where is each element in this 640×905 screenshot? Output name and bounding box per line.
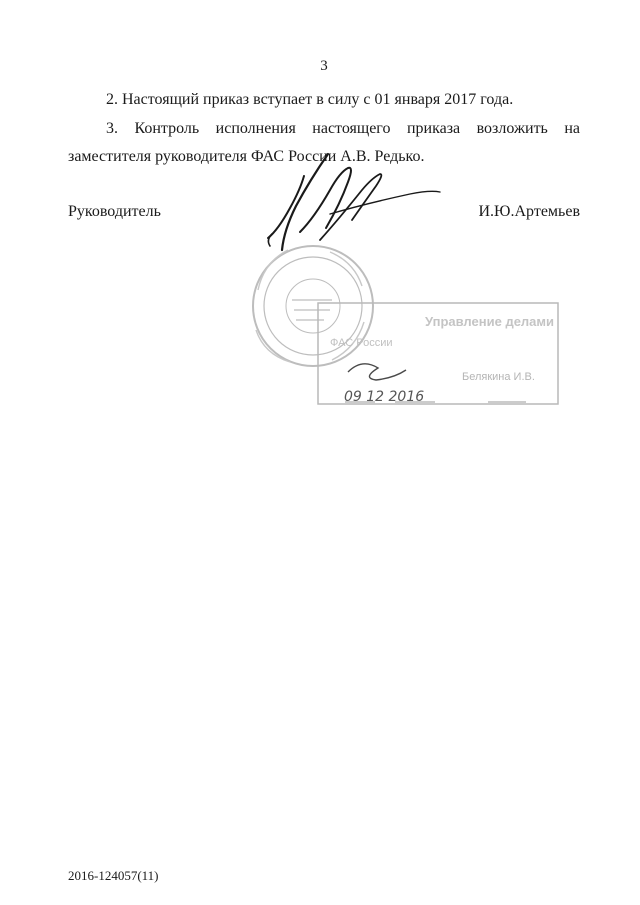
document-code: 2016-124057(11) — [68, 868, 159, 883]
page-number: 3 — [320, 58, 328, 74]
registration-stamp — [318, 303, 558, 405]
paragraph-2: 2. Настоящий приказ вступает в силу с 01 января 2017 года. — [106, 91, 514, 108]
stamp-line-1: ФАС России — [330, 337, 393, 349]
signatory-title: Руководитель — [68, 203, 161, 220]
stamp-person: Белякина И.В. — [462, 371, 535, 383]
official-seal — [253, 246, 373, 366]
paragraph-3: 3. Контроль исполнения настоящего приказа возложить на заместителя руководителя ФАС России А.В. Редько. — [68, 120, 580, 165]
signatory-name: И.Ю.Артемьев — [478, 203, 580, 220]
stamp-date: 09 12 2016 — [344, 389, 425, 405]
stamp-header: Управление делами — [425, 314, 555, 329]
